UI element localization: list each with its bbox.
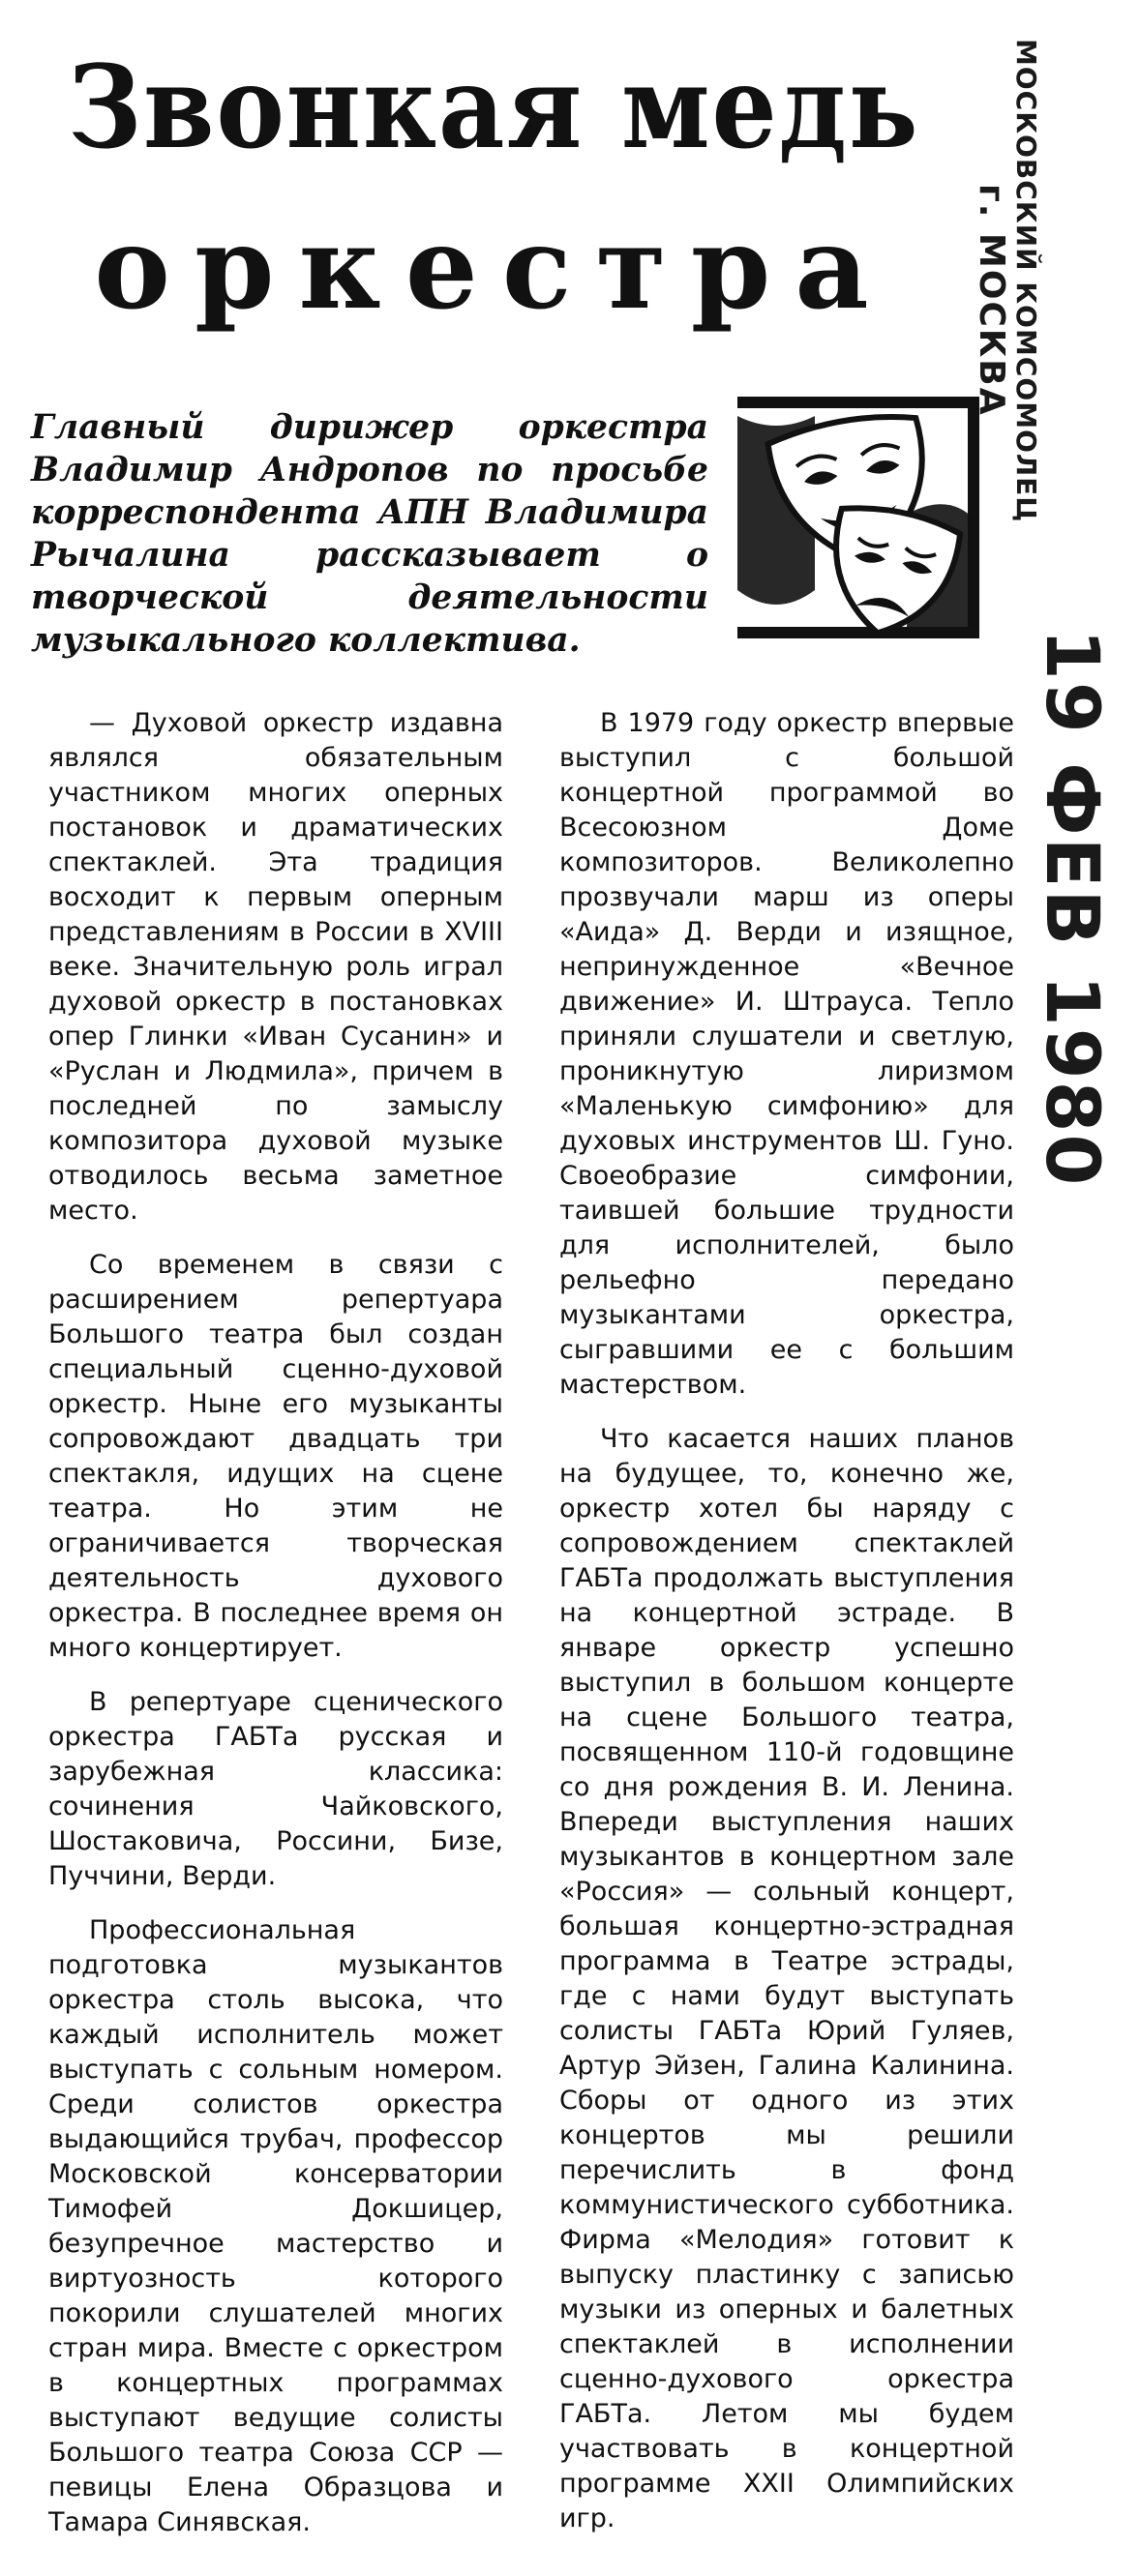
paragraph: В 1979 году оркестр впервые выступил с большой концертной программой во Всесоюзном Доме композиторов. Великолепно прозвучали марш из оперы «Аида» Д. Верди и изящное, непринужденное «Вечное движение» И. Штрауса. Тепло приняли слушатели и светлую, проникнутую лиризмом «Маленькую симфонию» для духовых инструментов Ш. Гуно. Своеобразие симфонии, таившей большие трудности для исполнителей, было рельефно передано музыкантами оркестра, сыгравшими ее с большим мастерством. [559, 708, 1014, 1400]
paragraph: Профессиональная подготовка музыкантов оркестра столь высока, что каждый исполнитель может выступать с сольным номером. Среди солистов оркестра выдающийся трубач, профессор Московской консерватории Тимофей Докшицер, безупречное мастерство и виртуозность которого покорили слушателей многих стран мира. Вместе с оркестром в концертных программах выступают ведущие солисты Большого театра Союза ССР — певицы Елена Образцова и Тамара Синявская. [48, 1915, 503, 2537]
publication-date: 19 ФЕВ 1980 [1030, 629, 1116, 1188]
theatre-masks-icon [737, 397, 979, 638]
newspaper-name: МОСКОВСКИЙ КОМСОМОЛЕЦ [1010, 39, 1042, 523]
paragraph: В репертуаре сценического оркестра ГАБТа русская и зарубежная классика: сочинения Чайковского, Шостаковича, Россини, Бизе, Пуччини, Верди. [48, 1687, 503, 1891]
paragraph: Со временем в связи с расширением репертуара Большого театра был создан специальный сценно-духовой оркестр. Ныне его музыканты сопровождают двадцать три спектакля, идущих на сцене театра. Но этим не ограничивается творческая деятельность духового оркестра. В последнее время он много концертирует. [48, 1250, 503, 1663]
city-name: г. МОСКВА [972, 184, 1011, 417]
lead-paragraph: Главный дирижер оркестра Владимир Андропов по просьбе корреспондента АПН Владимира Рычалина рассказывает о творческой деятельности музыкального коллектива. [31, 408, 708, 660]
headline-line-2: оркестра [94, 200, 893, 335]
paragraph: — Духовой оркестр издавна являлся обязательным участником многих оперных постановок и драматических спектаклей. Эта традиция восходит к первым оперным представлениям в России в XVIII веке. Значительную роль играл духовой оркестр в постановках опер Глинки «Иван Сусанин» и «Руслан и Людмила», причем в последней по замыслу композитора духовой музыке отводилось весьма заметное место. [48, 708, 503, 1226]
paragraph: Что касается наших планов на будущее, то, конечно же, оркестр хотел бы наряду с сопровождением спектаклей ГАБТа продолжать выступления на концертной эстраде. В январе оркестр успешно выступил в большом концерте на сцене Большого театра, посвященном 110-й годовщине со дня рождения В. И. Ленина. Впереди выступления наших музыкантов в концертном зале «Россия» — сольный концерт, большая концертно-эстрадная программа в Театре эстрады, где с нами будут выступать солисты ГАБТа Юрий Гуляев, Артур Эйзен, Галина Калинина. Сборы от одного из этих концертов мы решили перечислить в фонд коммунистического субботника. Фирма «Мелодия» готовит к выпуску пластинку с записью музыки из оперных и балетных спектаклей в исполнении сценно-духового оркестра ГАБТа. Летом мы будем участвовать в концертной программе XXII Олимпийских игр. [559, 1424, 1014, 2533]
headline-line-1: Звонкая медь [68, 40, 920, 174]
article-column-right [559, 706, 1014, 2556]
article-column-left [48, 706, 503, 2560]
